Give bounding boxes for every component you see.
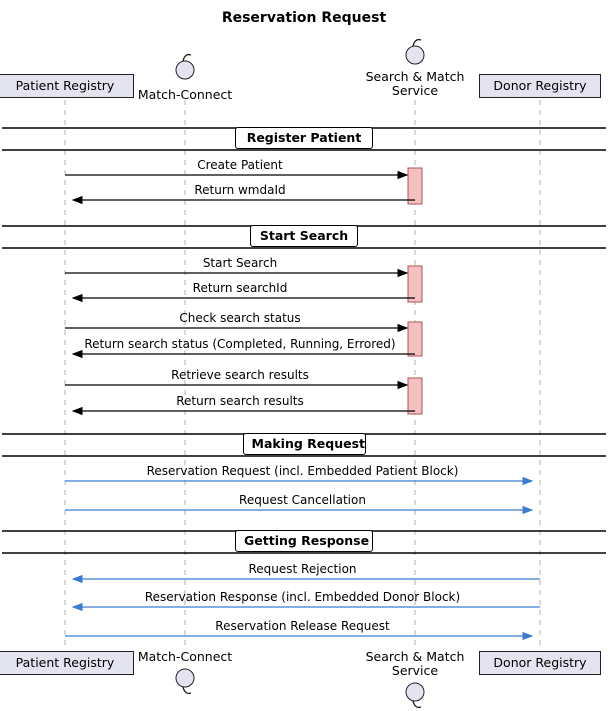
participant-patient-registry-bottom[interactable]: Patient Registry	[0, 651, 134, 675]
message-label: Return search status (Completed, Running, Errored)	[84, 337, 396, 351]
group-label: Start Search	[250, 225, 358, 247]
message-label: Request Rejection	[248, 562, 357, 576]
participant-match-connect-bottom[interactable]: Match-Connect	[137, 649, 233, 664]
participant-donor-registry-top[interactable]: Donor Registry	[479, 74, 601, 98]
group-label: Getting Response	[235, 530, 373, 552]
message-label: Return search results	[176, 394, 304, 408]
actor-icon	[406, 40, 424, 64]
message-label: Return searchId	[192, 281, 288, 295]
message-label: Reservation Request (incl. Embedded Patient Block)	[146, 464, 459, 478]
participant-match-connect-top[interactable]: Match-Connect	[137, 87, 233, 102]
page-title: Reservation Request	[221, 10, 387, 26]
actor-icon	[176, 55, 194, 79]
actor-icon	[406, 683, 424, 707]
message-label: Request Cancellation	[239, 493, 366, 507]
message-label: Create Patient	[197, 158, 283, 172]
group-label: Register Patient	[235, 127, 373, 149]
message-label: Reservation Release Request	[215, 619, 390, 633]
actor-icon	[176, 669, 194, 693]
participant-patient-registry-top[interactable]: Patient Registry	[0, 74, 134, 98]
participant-donor-registry-bottom[interactable]: Donor Registry	[479, 651, 601, 675]
group-label: Making Request	[243, 433, 366, 455]
participant-search-match-service-bottom[interactable]: Search & Match Service	[365, 649, 465, 678]
message-label: Reservation Response (incl. Embedded Donor Block)	[144, 590, 461, 604]
message-label: Retrieve search results	[171, 368, 309, 382]
message-label: Return wmdaId	[194, 183, 286, 197]
message-label: Check search status	[179, 311, 301, 325]
participant-search-match-service-top[interactable]: Search & Match Service	[365, 69, 465, 98]
message-label: Start Search	[202, 256, 278, 270]
